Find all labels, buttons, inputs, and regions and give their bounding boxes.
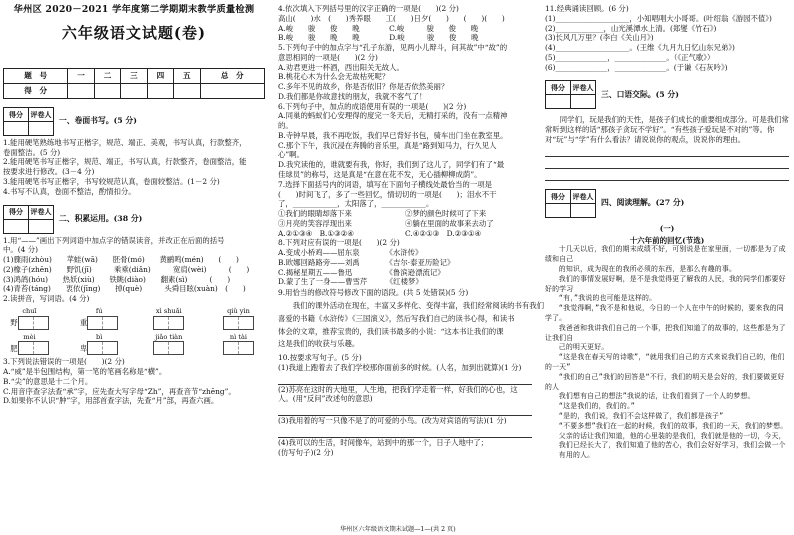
text-line: 意思相同的一项是( )(2 分)	[278, 52, 378, 62]
text-line: 这是我们的收获与乐趣。	[278, 339, 360, 349]
grader-box	[545, 189, 596, 218]
text-line: D.我究读他的，谁就要有我，你好，我们到了这儿了，同学们有了“最	[278, 160, 505, 170]
grader-score-cell[interactable]	[546, 95, 571, 109]
section-4-title: 四、阅读理解。(27 分)	[601, 198, 685, 208]
answer-box[interactable]	[153, 341, 184, 355]
answer-box[interactable]	[18, 316, 49, 330]
article-line: “是的，我们说，我们不会这样做了，我们都是孩子”	[558, 411, 724, 420]
text-line: 按要求进行修改。(3－4 分)	[3, 167, 95, 177]
score-cell[interactable]	[200, 83, 264, 98]
grader-reviewer-cell[interactable]	[29, 121, 54, 135]
pinyin-row	[3, 333, 265, 356]
text-line: (2)苏亮在这时的大地里，人生地，把我们学走着一样，好我们的心也，这	[278, 384, 518, 394]
text-line: 2.读拼音，写词语。(4 分)	[3, 294, 90, 304]
exam-header: 华州区 2020－2021 学年度第二学期期末教学质量检测	[13, 4, 255, 15]
article-line: 我们的事情发展好啊，是不是我觉得更了解我的人民，我的同学们都要好好的学习	[545, 274, 786, 293]
text-line: C.用音序查字法查“承”字，应先查大写字母“Zh”，再查音节“zhēng”。	[3, 386, 236, 396]
article-line: 父亲的话让我们知道，他的心里装的是我们，我们就是他的一切，今天，	[558, 431, 786, 440]
grader-reviewer-label: 评卷人	[29, 205, 54, 219]
text-line: (6)______________，______________。(于谦《石灰吟》)	[545, 62, 728, 72]
text-line: D.我们都是你故意找的朋友，我就不客气了！	[278, 91, 427, 101]
score-header-cell: 三	[121, 68, 147, 83]
text-line: (3)鸿鸽(hóu) 热妖(xiù) 铁眺(diào) 翻素(sì) ( )	[3, 274, 231, 284]
article-line: 我们想有自己的想法”我说的话，让我们看到了一个人的梦想。	[558, 392, 755, 401]
text-line: A.“威”是半包围结构，第一笔的笔画名称是“横”。	[3, 367, 167, 377]
option: A.②①③④ B.①③②④	[278, 228, 354, 238]
answer-box[interactable]	[223, 316, 254, 330]
score-row-label: 得 分	[4, 83, 68, 98]
text-line: ( )时间飞了，多了一些回忆，情切切的一项是( )；泪水不干	[278, 189, 497, 199]
score-header-cell: 总 分	[200, 68, 264, 83]
answer-line[interactable]	[278, 373, 532, 385]
text-line: (1)我道上跑着去了我们学校那你面前多的时候。(人名，加到出就算)(1 分)	[278, 362, 522, 372]
text-line: 心”啊。	[278, 150, 304, 160]
text-line: 6.下列句子中，加点的成语使用有误的一项是( )(2 分)	[278, 101, 467, 111]
text-line: A.变成小桥鸡——屈东泉 《水浒传》	[278, 248, 423, 258]
grader-score-cell[interactable]	[4, 219, 29, 233]
score-cell[interactable]	[94, 83, 120, 98]
question-8	[278, 238, 532, 287]
text-line: 我们的课外活动在现在，丰富又多样化、变得丰富，我们经常阅读的书有我们	[278, 300, 545, 310]
answer-line[interactable]	[545, 157, 789, 169]
pinyin-item: xì shuǎi	[146, 307, 191, 330]
text-line: 高山( )水 ( )秀养眼 工( )日夕( ) ( )( )	[278, 13, 505, 23]
text-line: A.劝君更进一杯酒，西出阳关无故人。	[278, 62, 404, 72]
text-line: (2)橡子(zhēn) 野饥(jī) 乘乘(diǎn) 宽肩(wèi) ( )	[3, 264, 250, 274]
grader-box	[3, 205, 54, 234]
page-footer: 华州区六年级语文期末试题—1—(共 2 页)	[340, 525, 456, 533]
text-line: (2)_____________，山光溪潭水上清。(郑燮《竹石》)	[545, 23, 717, 33]
grader-reviewer-cell[interactable]	[571, 203, 596, 217]
article-line: 有用的人。	[558, 451, 595, 460]
text-line: 3.下列说法错误的一项是( )(2 分)	[3, 357, 125, 367]
grader-box	[3, 107, 54, 136]
option: ③月亮的笑容浮现出来	[278, 218, 352, 228]
pinyin-item: jiǎo tiàn	[146, 333, 191, 356]
text-line: 卷面整洁。(5 分)	[3, 147, 61, 157]
article-line: “这是我们的，我们的。”	[558, 402, 635, 411]
score-table	[3, 68, 265, 99]
grader-reviewer-cell[interactable]	[29, 219, 54, 233]
text-line: 11.经典诵读回顾。(6 分)	[545, 4, 629, 13]
text-line: (1)骤雨(zhòu) 苹蛙(wā) 胚骨(mó) 黄鹂鸣(mén) ( )	[3, 255, 239, 265]
text-line: 1.能用硬笔熟练地书写正楷字，规范、端正、美观，书写认真，行款整齐，	[3, 137, 247, 147]
article-line: “我觉得啊，”我不是和他说，今日的一个人在中午的时候的，要来我的同学了。	[545, 304, 784, 323]
article-body	[545, 245, 789, 461]
text-line: 10.按要求写句子。(5 分)	[278, 353, 362, 363]
column-right	[545, 4, 789, 461]
question-3	[3, 357, 265, 406]
text-line: (3)我用着的写一只像不是了的可爱的小鸟。(改为对宾语的写法)(1 分)	[278, 416, 507, 426]
answer-box[interactable]	[18, 341, 49, 355]
text-line: C.揭秘星期五——鲁迅 《鲁滨逊漂流记》	[278, 267, 445, 277]
grader-score-cell[interactable]	[4, 121, 29, 135]
text-line: B.峻 骏 晚 晚 D.峻 骏 俊 晚	[278, 33, 479, 43]
answer-line[interactable]	[278, 426, 532, 438]
option: ①我们的眼睛却落下来	[278, 209, 352, 219]
text-line: 9.用恰当的修改符号修改下面的语段。(共 5 处错误)(5 分)	[278, 288, 469, 298]
answer-line[interactable]	[545, 145, 789, 157]
pinyin-item: qiǔ yìn	[216, 307, 261, 330]
article-line: 己的明天更好。	[558, 343, 609, 352]
pinyin-item: fú 重	[77, 307, 122, 330]
option: C.④②①③ D.②③①④	[405, 228, 482, 238]
answer-box[interactable]	[223, 341, 254, 355]
text-line: 了，____________，太阳落了，____________。	[278, 199, 434, 209]
pinyin-row	[3, 307, 265, 330]
pinyin-item: chuī 野	[7, 307, 52, 330]
text-line: C.那个下午，我沉浸在奔腾的音乐里，真是“路到知马力，行久见人	[278, 140, 497, 150]
answer-box[interactable]	[153, 316, 184, 330]
article-line: 的知识，成为现在的我所必须的东西，是那么有趣的事。	[558, 265, 737, 274]
score-header-cell: 四	[147, 68, 173, 83]
article-line: 我们已经长大了，我们知道了他的苦心，我们会好好学习，我们会做一个	[558, 441, 786, 450]
question-9	[278, 288, 545, 349]
section-4-header	[545, 189, 789, 218]
score-cell[interactable]	[174, 83, 200, 98]
article-line: “不要多想”我们在一起的时候，我们的故事，我们的一天，我们的梦想。	[558, 421, 788, 430]
text-line: (5)______________，______________。（《正气歌》）	[545, 52, 715, 62]
article-line: “这是我在春天写的诗歌”，“就用我们自己的方式来说我们自己的，他们的一天”	[545, 353, 785, 371]
grader-score-cell[interactable]	[546, 203, 571, 217]
text-line: B.“尖”的意思是十二个月。	[3, 376, 93, 386]
grader-score-label: 得分	[4, 205, 29, 219]
text-line: 喜爱的书籍《水浒传》《三国演义》，然后写我们自己的读书心得，和读书	[278, 313, 515, 323]
text-line: 4.书写不认真，卷面不整洁，酌情扣分。	[3, 186, 136, 196]
answer-line[interactable]	[545, 169, 789, 181]
score-cell[interactable]	[147, 83, 173, 98]
text-line: 的。	[278, 121, 293, 131]
text-line: 5.下列句子中的加点字与“孔子东游，见两小儿辩斗，问其故”中“故”的	[278, 43, 508, 53]
text-line: B.欧娜回路路旁——刘禹 《吉尔·泰亚历险记》	[278, 257, 455, 267]
grader-reviewer-label: 评卷人	[571, 81, 596, 95]
question-11	[545, 4, 789, 72]
score-cell[interactable]	[68, 83, 94, 98]
section-3-prompt: 同学们，玩是我们的天性，是孩子们成长的重要组成部分。可是我们常常听到这样的话“那孩子贪玩不学好”。“有些孩子爱玩是不对的”等。你对“玩”与“学”有什么看法？请说说你的观点，说说你的理由。	[545, 115, 789, 144]
article-line: “我们的自己”我们的回答是“不行，我们的明天是会好的，我们要做更好的人	[545, 372, 785, 391]
score-cell[interactable]	[121, 83, 147, 98]
text-line: D.蒙了生了一身——曹雪芹 《红楼梦》	[278, 277, 423, 287]
text-line: (1)____________________，小知唱唱大小哥哥。(叶绍翁《游园不值》)	[545, 13, 772, 23]
text-line: (3)长风几万里？(李白《关山月》)	[545, 33, 654, 43]
question-10	[278, 353, 532, 457]
pinyin-item: mèi 肥	[7, 333, 52, 356]
section-1-title: 一、卷面书写。(5 分)	[59, 116, 137, 126]
text-line: B.寺钟早晨，我不再吃饭，我们早已背好书包，骑车出门坐在教室里。	[278, 130, 508, 140]
answer-box[interactable]	[87, 341, 118, 355]
section-2-title: 二、积累运用。(38 分)	[59, 213, 143, 223]
section-1-header	[3, 107, 265, 136]
text-line: 佳球员”的称号，这是真是“在意在花不发，无心插柳柳成荫”。	[278, 170, 482, 180]
text-line: D.如果你不认识“肿”字，用部首查字法，先查“月”部，再查六画。	[3, 396, 219, 406]
article-line: 十几天以后，我们的期末成绩不好，可别说是在家里面，一切都是为了成绩和自己	[545, 245, 786, 264]
article-line: 我爸爸和我讲我们自己的一个事，把我们知道了的故事的，这些都是为了让我们自	[545, 323, 786, 342]
article-title: 十六年前的回忆(节选)	[629, 235, 705, 245]
section-3-title: 三、口语交际。(5 分)	[601, 89, 679, 99]
text-line: B.桃花心木为什么会无故枯死呢？	[278, 72, 390, 82]
score-header-cell: 一	[68, 68, 94, 83]
answer-box[interactable]	[87, 316, 118, 330]
text-line: 7.选择下面括号内的词语，填写在下面句子横线处最恰当的一项是	[278, 179, 492, 189]
text-line: (4)____________________。(王维《九月九日忆山东兄弟》)	[545, 43, 735, 53]
section-3-header	[545, 80, 789, 109]
section-1-body	[3, 138, 265, 197]
score-header-cell: 题 号	[4, 68, 68, 83]
article-line: “有，”我说的也可能是这样的。	[558, 294, 657, 303]
text-line: 2.能用硬笔书写正楷字，规范、端正，书写认真，行款整齐，卷面整洁，能	[3, 157, 247, 167]
pinyin-item: bì 卑	[77, 333, 122, 356]
answer-line[interactable]	[278, 404, 532, 416]
text-line: A.峻 骏 俊 晚 C.峻 骏 俊 晚	[278, 23, 479, 33]
text-line: 4.依次填入下列括号里的汉字正确的一项是( )(2 分)	[278, 4, 459, 13]
questions-4-7	[278, 4, 532, 209]
paper-title: 六年级语文试题(卷)	[61, 24, 207, 43]
text-line: A.同巢的蚂蚁们心安理得的度完一冬天后，无精打采的，没有一点精神	[278, 111, 508, 121]
score-header-cell: 二	[94, 68, 120, 83]
grader-score-label: 得分	[546, 81, 571, 95]
score-header-cell: 五	[174, 68, 200, 83]
pinyin-item: nì tài	[216, 333, 261, 356]
text-line: (4)青苔(táng) 衷依(jīng) 掉(què) 头舜目眩(xuàn) ( )	[3, 284, 246, 294]
text-line: 3.能用硬笔书写正楷字，书写较规范认真，卷面较整洁。(1－2 分)	[3, 177, 220, 186]
text-line: 人。(用“反问”改述句的意思)	[278, 394, 373, 404]
section-2-header	[3, 205, 265, 234]
grader-reviewer-cell[interactable]	[571, 95, 596, 109]
text-line: 1.用“——”画出下列词语中加点字的错误读音，并改正在后面的括号	[3, 235, 225, 245]
text-line: 体会的文章，推荐宝贵的，我们读书最多的小说：“这本书让我们的课	[278, 326, 504, 336]
text-line: C.多年不见的故乡，你是否依旧？你是否依然美丽？	[278, 82, 449, 92]
option: ②梦的颜色时候可了下来	[405, 209, 487, 219]
text-line: 8.下列对应有误的一项是( )(2 分)	[278, 238, 400, 248]
grader-reviewer-label: 评卷人	[571, 189, 596, 203]
grader-score-label: 得分	[4, 107, 29, 121]
grader-reviewer-label: 评卷人	[29, 107, 54, 121]
text-line: (仿写句子)(2 分)	[278, 447, 334, 457]
grader-box	[545, 80, 596, 109]
question-1	[3, 236, 265, 304]
question-7-options	[278, 209, 532, 238]
reading-number: (一)	[659, 223, 675, 233]
column-middle	[278, 4, 545, 457]
text-line: 中。(4 分)	[3, 245, 38, 255]
text-line: (4)我可以的生活，时间像车，站到中的那一个，日子人地中了；	[278, 437, 489, 447]
column-left	[3, 4, 265, 406]
option: ④躺在里面的故事来去动了	[405, 218, 494, 228]
grader-score-label: 得分	[546, 189, 571, 203]
